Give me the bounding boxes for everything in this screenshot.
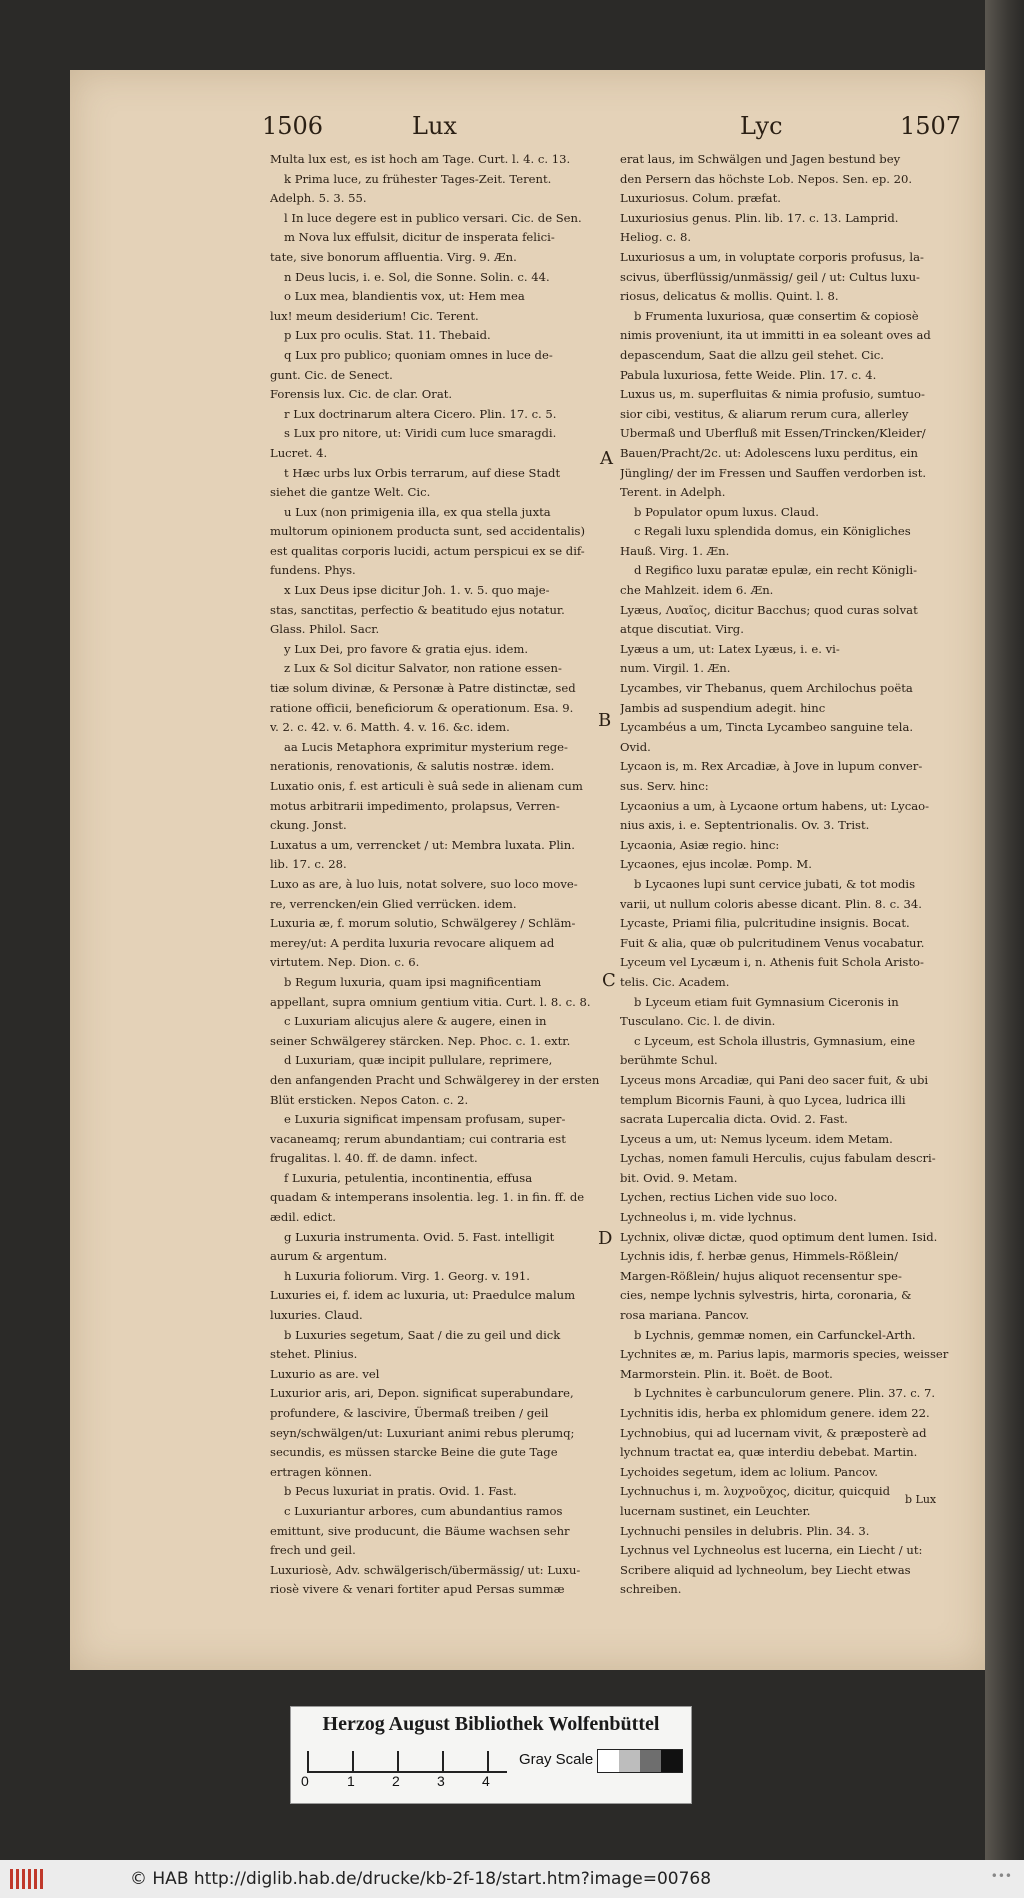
- text-line: Lycaon is, m. Rex Arcadiæ, à Jove in lupum conver-: [620, 759, 923, 774]
- text-line: Lychnitis idis, herba ex phlomidum genere. idem 22.: [620, 1406, 930, 1420]
- margin-letter-d: D: [598, 1228, 613, 1249]
- text-line: aa Lucis Metaphora exprimitur mysterium rege-: [284, 739, 568, 754]
- text-line: den anfangenden Pracht und Schwälgerey in der ersten: [270, 1072, 600, 1087]
- text-line: ædil. edict.: [270, 1210, 336, 1225]
- book-spine-edge: [985, 0, 1024, 1860]
- text-line: b Lychnis, gemmæ nomen, ein Carfunckel-Arth.: [634, 1327, 916, 1342]
- text-line: merey/ut: A perdita luxuria revocare aliquem ad: [270, 935, 555, 950]
- text-line: Glass. Philol. Sacr.: [270, 622, 380, 637]
- text-line: stehet. Plinius.: [270, 1347, 358, 1362]
- text-line: d Regifico luxu paratæ epulæ, ein recht Königli-: [634, 563, 918, 578]
- text-line: Lyæus, Λυαῖος, dicitur Bacchus; quod curas solvat: [620, 602, 918, 617]
- text-line: depascendum, Saat die allzu geil stehet. Cic.: [620, 347, 884, 362]
- text-line: lucernam sustinet, ein Leuchter.: [620, 1503, 811, 1518]
- text-line: den Persern das höchste Lob. Nepos. Sen. ep. 20.: [620, 171, 913, 186]
- text-line: est qualitas corporis lucidi, actum perspicui ex se dif-: [270, 543, 585, 558]
- text-line: z Lux & Sol dicitur Salvator, non ratione essen-: [284, 661, 562, 676]
- text-line: Scribere aliquid ad lychneolum, bey Liecht etwas: [620, 1562, 911, 1577]
- text-line: Luxurior aris, ari, Depon. significat superabundare,: [270, 1386, 574, 1401]
- ruler-number: 2: [392, 1773, 400, 1789]
- text-line: b Frumenta luxuriosa, quæ consertim & copiosè: [634, 308, 919, 323]
- text-line: Lychoides segetum, idem ac lolium. Pancov.: [620, 1464, 878, 1479]
- hab-logo-icon: [8, 1866, 48, 1892]
- text-line: Luxuriosè, Adv. schwälgerisch/übermässig/ ut: Luxu-: [270, 1562, 581, 1577]
- text-line: y Lux Dei, pro favore & gratia ejus. idem.: [284, 641, 529, 656]
- ruler-number: 3: [437, 1773, 445, 1789]
- text-line: seyn/schwälgen/ut: Luxuriant animi rebus plerumq;: [270, 1425, 575, 1440]
- text-line: frech und geil.: [270, 1543, 356, 1558]
- text-line: lib. 17. c. 28.: [270, 857, 347, 872]
- text-line: num. Virgil. 1. Æn.: [620, 661, 731, 676]
- text-line: Luxus us, m. superfluitas & nimia profusio, sumtuo-: [620, 387, 925, 402]
- text-line: nimis proveniunt, ita ut immitti in ea soleant oves ad: [620, 328, 931, 343]
- text-line: nius axis, i. e. Septentrionalis. Ov. 3. Trist.: [620, 818, 870, 833]
- text-line: aurum & argentum.: [270, 1249, 388, 1264]
- text-line: seiner Schwälgerey stärcken. Nep. Phoc. c. 1. extr.: [270, 1033, 571, 1048]
- text-line: u Lux (non primigenia illa, ex qua stella juxta: [284, 504, 551, 519]
- text-line: ertragen können.: [270, 1464, 372, 1479]
- right-text-column: [620, 150, 965, 1600]
- text-line: Lycaste, Priami filia, pulcritudine insignis. Bocat.: [620, 916, 910, 931]
- text-line: quadam & intemperans insolentia. leg. 1. in fin. ff. de: [270, 1190, 585, 1205]
- text-line: rosa mariana. Pancov.: [620, 1308, 749, 1323]
- text-line: ratione officii, beneficiorum & operationum. Esa. 9.: [270, 700, 574, 715]
- text-line: Forensis lux. Cic. de clar. Orat.: [270, 387, 453, 402]
- text-line: Luxurio as are. vel: [270, 1366, 380, 1381]
- text-line: scivus, überflüssig/unmässig/ geil / ut: Cultus luxu-: [620, 269, 920, 284]
- text-line: re, verrencken/ein Glied verrücken. idem.: [270, 896, 517, 911]
- text-line: erat laus, im Schwälgen und Jagen bestund bey: [620, 152, 901, 166]
- gray-scale-swatches: [597, 1749, 683, 1773]
- text-line: tate, sive bonorum affluentia. Virg. 9. Æn.: [270, 249, 517, 264]
- gray-swatch: [598, 1750, 619, 1772]
- text-line: frugalitas. l. 40. ff. de damn. infect.: [270, 1151, 478, 1166]
- text-line: lux! meum desiderium! Cic. Terent.: [270, 308, 479, 323]
- text-line: vacaneamq; rerum abundantiam; cui contraria est: [270, 1131, 566, 1146]
- text-line: Luxatio onis, f. est articuli è suâ sede in alienam cum: [270, 779, 583, 793]
- text-line: Lychnites æ, m. Parius lapis, marmoris species, weisser: [620, 1347, 949, 1362]
- text-line: Lychnix, olivæ dictæ, quod optimum dent lumen. Isid.: [620, 1229, 938, 1244]
- text-line: x Lux Deus ipse dicitur Joh. 1. v. 5. quo maje-: [284, 583, 550, 598]
- text-line: atque discutiat. Virg.: [620, 622, 744, 637]
- text-line: h Luxuria foliorum. Virg. 1. Georg. v. 191.: [284, 1268, 530, 1283]
- text-line: sacrata Lupercalia dicta. Ovid. 2. Fast.: [620, 1112, 848, 1127]
- scale-ruler: [307, 1749, 507, 1773]
- text-line: secundis, es müssen starcke Beine die gute Tage: [270, 1445, 558, 1460]
- text-line: tiæ solum divinæ, & Personæ à Patre distinctæ, sed: [270, 681, 576, 696]
- text-line: virtutem. Nep. Dion. c. 6.: [270, 955, 420, 970]
- text-line: k Prima luce, zu frühester Tages-Zeit. Terent.: [284, 171, 552, 186]
- text-line: Luxo as are, à luo luis, notat solvere, suo loco move-: [270, 876, 578, 891]
- running-head-right: Lyc: [740, 112, 783, 140]
- gray-swatch: [640, 1750, 661, 1772]
- text-line: Luxuriosus. Colum. præfat.: [620, 191, 781, 206]
- ruler-number: 1: [347, 1773, 355, 1789]
- text-line: n Deus lucis, i. e. Sol, die Sonne. Solin. c. 44.: [284, 269, 550, 284]
- text-line: telis. Cic. Academ.: [620, 974, 730, 989]
- text-line: Lychnis idis, f. herbæ genus, Himmels-Rößlein/: [620, 1249, 898, 1264]
- running-head-left: Lux: [412, 112, 457, 140]
- ruler-tick: [487, 1751, 489, 1771]
- text-line: Jambis ad suspendium adegit. hinc: [620, 700, 826, 715]
- text-line: Ovid.: [620, 739, 651, 754]
- text-line: nerationis, renovationis, & salutis nostræ. idem.: [270, 759, 555, 774]
- text-line: Luxuries ei, f. idem ac luxuria, ut: Praedulce malum: [270, 1288, 576, 1303]
- text-line: cies, nempe lychnis sylvestris, hirta, coronaria, &: [620, 1288, 912, 1303]
- more-dots: •••: [990, 1869, 1012, 1883]
- text-line: Lycambéus a um, Tincta Lycambeo sanguine tela.: [620, 720, 914, 735]
- text-line: schreiben.: [620, 1582, 682, 1597]
- gray-scale-label: Gray Scale: [519, 1751, 594, 1768]
- text-line: c Luxuriantur arbores, cum abundantius ramos: [284, 1503, 563, 1518]
- page-number-right: 1507: [900, 112, 962, 140]
- text-line: Terent. in Adelph.: [620, 485, 726, 500]
- text-line: sus. Serv. hinc:: [620, 779, 709, 793]
- text-line: Multa lux est, es ist hoch am Tage. Curt. l. 4. c. 13.: [270, 152, 571, 166]
- text-line: Lyæus a um, ut: Latex Lyæus, i. e. vi-: [620, 641, 840, 656]
- text-line: stas, sanctitas, perfectio & beatitudo ejus notatur.: [270, 602, 565, 617]
- text-line: Lychnus vel Lychneolus est lucerna, ein Liecht / ut:: [620, 1543, 923, 1558]
- text-line: c Luxuriam alicujus alere & augere, einen in: [284, 1014, 547, 1029]
- catchword: b Lux: [905, 1493, 937, 1506]
- text-line: f Luxuria, petulentia, incontinentia, effusa: [284, 1170, 533, 1185]
- text-line: luxuries. Claud.: [270, 1308, 363, 1323]
- text-line: d Luxuriam, quæ incipit pullulare, reprimere,: [284, 1053, 553, 1068]
- text-line: Lyceum vel Lycæum i, n. Athenis fuit Schola Aristo-: [620, 955, 924, 970]
- library-name: Herzog August Bibliothek Wolfenbüttel: [322, 1713, 660, 1735]
- text-line: b Populator opum luxus. Claud.: [634, 504, 819, 519]
- text-line: che Mahlzeit. idem 6. Æn.: [620, 583, 774, 598]
- ruler-tick: [352, 1751, 354, 1771]
- text-line: Luxuriosius genus. Plin. lib. 17. c. 13. Lamprid.: [620, 210, 899, 225]
- text-line: b Regum luxuria, quam ipsi magnificentiam: [284, 974, 542, 989]
- text-line: varii, ut nullum coloris abesse dicant. Plin. 8. c. 34.: [620, 896, 922, 911]
- text-line: o Lux mea, blandientis vox, ut: Hem mea: [284, 289, 525, 304]
- text-line: Lyceus a um, ut: Nemus lyceum. idem Metam.: [620, 1131, 893, 1146]
- text-line: b Lyceum etiam fuit Gymnasium Ciceronis in: [634, 994, 899, 1009]
- text-line: p Lux pro oculis. Stat. 11. Thebaid.: [284, 328, 491, 343]
- text-line: Adelph. 5. 3. 55.: [270, 191, 367, 206]
- text-line: Lycaonia, Asiæ regio. hinc:: [620, 837, 780, 852]
- text-line: gunt. Cic. de Senect.: [270, 367, 393, 382]
- text-line: b Luxuries segetum, Saat / die zu geil und dick: [284, 1327, 561, 1342]
- text-line: l In luce degere est in publico versari. Cic. de Sen.: [284, 210, 582, 225]
- text-line: Lycaones, ejus incolæ. Pomp. M.: [620, 857, 812, 872]
- page-number-left: 1506: [262, 112, 324, 140]
- ruler-number: 4: [482, 1773, 490, 1789]
- text-line: emittunt, sive producunt, die Bäume wachsen sehr: [270, 1523, 570, 1538]
- text-line: Tusculano. Cic. l. de divin.: [620, 1014, 776, 1029]
- text-line: riosus, delicatus & mollis. Quint. l. 8.: [620, 289, 839, 304]
- text-line: Margen-Rößlein/ hujus aliquot recensentur spe-: [620, 1268, 902, 1283]
- text-line: g Luxuria instrumenta. Ovid. 5. Fast. intelligit: [284, 1229, 555, 1244]
- margin-letter-c: C: [602, 970, 616, 991]
- text-line: Luxuria æ, f. morum solutio, Schwälgerey / Schläm-: [270, 916, 576, 931]
- text-line: Hauß. Virg. 1. Æn.: [620, 543, 730, 558]
- ruler-number: 0: [301, 1773, 309, 1789]
- text-line: e Luxuria significat impensam profusam, super-: [284, 1112, 566, 1127]
- gray-swatch: [619, 1750, 640, 1772]
- footer-bar: [0, 1860, 1024, 1898]
- text-line: Lycaonius a um, à Lycaone ortum habens, ut: Lycao-: [620, 798, 930, 813]
- text-line: c Regali luxu splendida domus, ein Königliches: [634, 524, 911, 539]
- text-line: Luxatus a um, verrencket / ut: Membra luxata. Plin.: [270, 837, 575, 852]
- text-line: Luxuriosus a um, in voluptate corporis profusus, la-: [620, 249, 924, 264]
- text-line: t Hæc urbs lux Orbis terrarum, auf diese Stadt: [284, 465, 561, 480]
- text-line: Lychnuchi pensiles in delubris. Plin. 34. 3.: [620, 1523, 870, 1538]
- text-line: lychnum tractat ea, quæ interdiu debebat. Martin.: [620, 1445, 918, 1460]
- text-line: Ubermaß und Uberfluß mit Essen/Trincken/Kleider/: [620, 426, 926, 441]
- text-line: profundere, & lascivire, Übermaß treiben / geil: [270, 1406, 549, 1420]
- text-line: Lycambes, vir Thebanus, quem Archilochus poëta: [620, 681, 913, 696]
- gray-swatch: [661, 1750, 682, 1772]
- text-line: Lychnobius, qui ad lucernam vivit, & præposterè ad: [620, 1425, 927, 1440]
- text-line: Pabula luxuriosa, fette Weide. Plin. 17. c. 4.: [620, 367, 877, 382]
- margin-letter-b: B: [598, 710, 612, 731]
- margin-letter-a: A: [600, 448, 613, 469]
- text-line: Fuit & alia, quæ ob pulcritudinem Venus vocabatur.: [620, 935, 925, 950]
- text-line: sior cibi, vestitus, & aliarum rerum cura, allerley: [620, 406, 909, 421]
- text-line: ckung. Jonst.: [270, 818, 347, 833]
- text-line: m Nova lux effulsit, dicitur de insperata felici-: [284, 230, 555, 245]
- text-line: b Lycaones lupi sunt cervice jubati, & tot modis: [634, 876, 916, 891]
- text-line: templum Bicornis Fauni, à quo Lycea, ludrica illi: [620, 1092, 906, 1107]
- ruler-tick: [307, 1751, 309, 1771]
- text-line: riosè vivere & venari fortiter apud Persas summæ: [270, 1582, 565, 1597]
- text-line: Heliog. c. 8.: [620, 230, 692, 245]
- text-line: Lychas, nomen famuli Herculis, cujus fabulam descri-: [620, 1151, 936, 1166]
- text-line: Blüt ersticken. Nepos Caton. c. 2.: [270, 1092, 469, 1107]
- text-line: Lychen, rectius Lichen vide suo loco.: [620, 1190, 838, 1205]
- text-line: q Lux pro publico; quoniam omnes in luce de-: [284, 347, 553, 362]
- library-color-chart: [290, 1706, 692, 1804]
- text-line: Lyceus mons Arcadiæ, qui Pani deo sacer fuit, & ubi: [620, 1072, 929, 1087]
- text-line: appellant, supra omnium gentium vitia. Curt. l. 8. c. 8.: [270, 994, 591, 1009]
- ruler-tick: [397, 1751, 399, 1771]
- left-text-column: [270, 150, 615, 1600]
- text-line: Lucret. 4.: [270, 445, 328, 460]
- text-line: b Pecus luxuriat in pratis. Ovid. 1. Fast.: [284, 1484, 517, 1499]
- text-line: Lychneolus i, m. vide lychnus.: [620, 1210, 797, 1225]
- text-line: Lychnuchus i, m. λυχνοῦχος, dicitur, quicquid: [620, 1484, 891, 1499]
- text-line: Jüngling/ der im Fressen und Sauffen verdorben ist.: [620, 465, 927, 480]
- text-line: v. 2. c. 42. v. 6. Matth. 4. v. 16. &c. idem.: [270, 720, 510, 735]
- text-line: r Lux doctrinarum altera Cicero. Plin. 17. c. 5.: [284, 406, 557, 421]
- text-line: b Lychnites è carbunculorum genere. Plin. 37. c. 7.: [634, 1386, 936, 1401]
- ruler-tick: [442, 1751, 444, 1771]
- text-line: berühmte Schul.: [620, 1053, 718, 1068]
- text-line: siehet die gantze Welt. Cic.: [270, 485, 431, 500]
- text-line: Marmorstein. Plin. it. Boët. de Boot.: [620, 1366, 833, 1381]
- text-line: c Lyceum, est Schola illustris, Gymnasium, eine: [634, 1033, 916, 1048]
- text-line: bit. Ovid. 9. Metam.: [620, 1170, 738, 1185]
- text-line: multorum opinionem producta sunt, sed accidentalis): [270, 524, 585, 539]
- copyright-url: © HAB http://diglib.hab.de/drucke/kb-2f-18/start.htm?image=00768: [130, 1869, 712, 1889]
- text-line: s Lux pro nitore, ut: Viridi cum luce smaragdi.: [284, 426, 557, 441]
- text-line: Bauen/Pracht/2c. ut: Adolescens luxu perditus, ein: [620, 445, 918, 460]
- text-line: motus arbitrarii impedimento, prolapsus, Verren-: [270, 798, 560, 813]
- text-line: fundens. Phys.: [270, 563, 356, 578]
